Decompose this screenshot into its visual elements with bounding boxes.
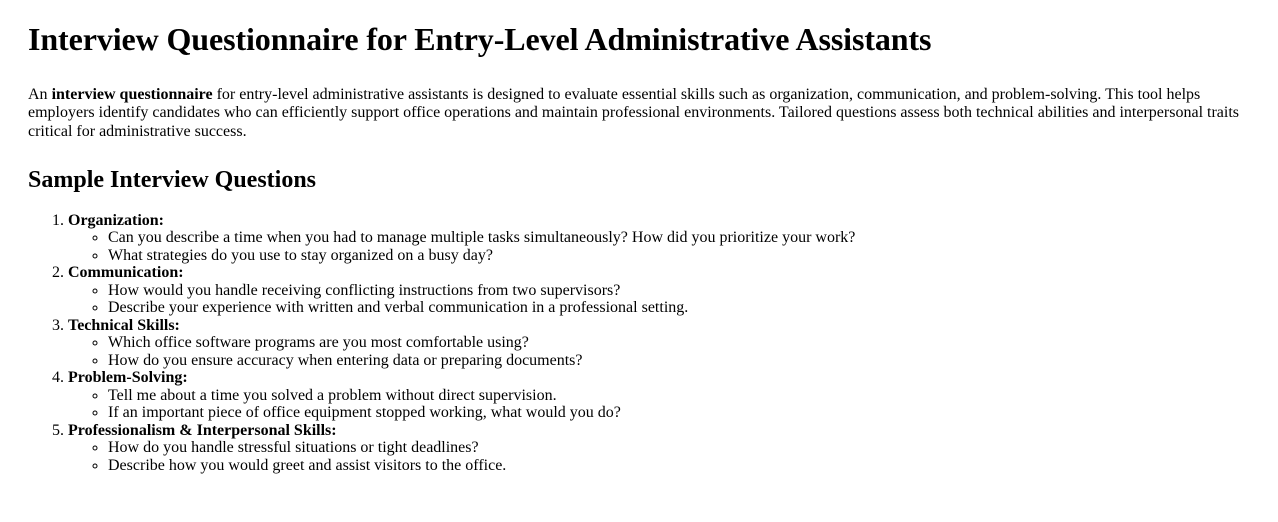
intro-rest-text: for entry-level administrative assistants is designed to evaluate essential skills such as organization, communication, and problem-solving. This tool helps employers identify candidates who can efficiently support office operations and maintain professional environments. Tailored questions assess both technical abilities and interpersonal traits critical for administrative success. bbox=[28, 85, 1239, 140]
question-category bbox=[68, 369, 1250, 422]
question-item: ◦ Can you describe a time when you had to manage multiple tasks simultaneously? How did you prioritize your work? bbox=[108, 229, 1250, 247]
question-item: ◦ What strategies do you use to stay organized on a busy day? bbox=[108, 247, 1250, 265]
question-item: ◦ How would you handle receiving conflicting instructions from two supervisors? bbox=[108, 282, 1250, 300]
question-category bbox=[68, 422, 1250, 475]
question-item: ◦ Which office software programs are you most comfortable using? bbox=[108, 334, 1250, 352]
category-label: Professionalism & Interpersonal Skills: bbox=[68, 421, 337, 439]
category-label: Organization: bbox=[68, 211, 164, 229]
question-item: ◦ How do you ensure accuracy when entering data or preparing documents? bbox=[108, 352, 1250, 370]
question-category bbox=[68, 264, 1250, 317]
category-label: Communication: bbox=[68, 264, 184, 282]
page-title: Interview Questionnaire for Entry-Level Administrative Assistants bbox=[28, 21, 932, 57]
question-item: ◦ How do you handle stressful situations or tight deadlines? bbox=[108, 439, 1250, 457]
category-label: Problem-Solving: bbox=[68, 369, 188, 387]
question-item: ◦ If an important piece of office equipment stopped working, what would you do? bbox=[108, 404, 1250, 422]
intro-paragraph bbox=[28, 86, 1250, 142]
category-label: Technical Skills: bbox=[68, 316, 180, 334]
question-category bbox=[68, 317, 1250, 370]
sub-question-list bbox=[68, 387, 1250, 422]
sub-question-list bbox=[68, 282, 1250, 317]
section-heading: Sample Interview Questions bbox=[28, 167, 316, 194]
question-item: ◦ Describe how you would greet and assist visitors to the office. bbox=[108, 457, 1250, 475]
intro-lead-text: An bbox=[28, 85, 52, 103]
document-page bbox=[0, 21, 1278, 474]
sub-question-list bbox=[68, 439, 1250, 474]
question-item: ◦ Tell me about a time you solved a problem without direct supervision. bbox=[108, 387, 1250, 405]
questions-list bbox=[28, 212, 1250, 475]
intro-bold-term: interview questionnaire bbox=[51, 85, 213, 103]
question-item: ◦ Describe your experience with written and verbal communication in a professional setting. bbox=[108, 299, 1250, 317]
sub-question-list bbox=[68, 334, 1250, 369]
sub-question-list bbox=[68, 229, 1250, 264]
question-category bbox=[68, 212, 1250, 265]
